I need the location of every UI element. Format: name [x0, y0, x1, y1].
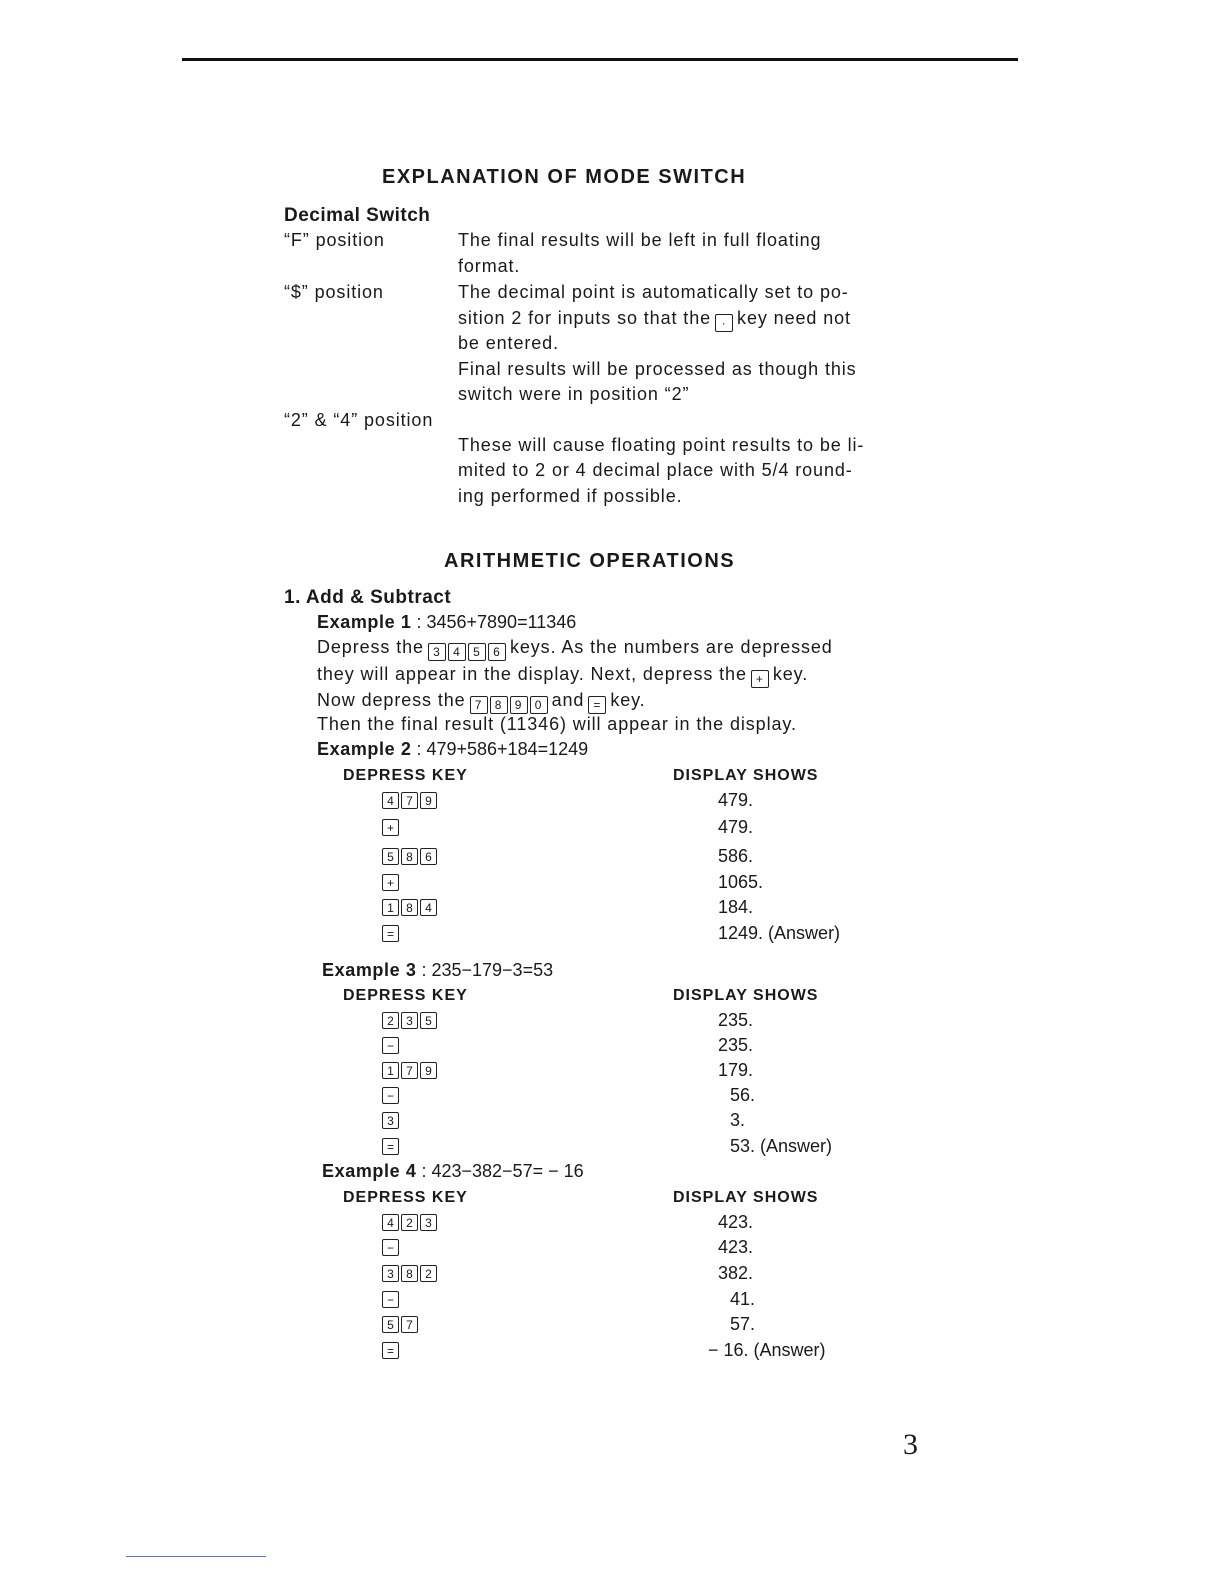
digit-7-key-icon: 7 — [401, 1316, 418, 1333]
minus-key-icon: − — [382, 1239, 399, 1256]
two-four-position-label: “2” & “4” position — [284, 410, 434, 430]
plus-key-icon: + — [382, 874, 399, 891]
plus-key-icon: + — [751, 670, 769, 688]
mode-switch-title: EXPLANATION OF MODE SWITCH — [382, 166, 747, 188]
display-shows-cell: 479. — [718, 817, 754, 837]
add-subtract-heading: 1. Add & Subtract — [284, 587, 452, 608]
display-shows-header: DISPLAY SHOWS — [673, 987, 819, 1004]
depress-key-cell — [382, 819, 399, 836]
display-shows-header: DISPLAY SHOWS — [673, 1189, 819, 1206]
digit-4-key-icon: 4 — [382, 792, 399, 809]
depress-key-header: DEPRESS KEY — [343, 767, 468, 784]
plus-key-icon: + — [382, 819, 399, 836]
minus-key-icon: − — [382, 1037, 399, 1054]
display-shows-cell: 184. — [718, 897, 754, 917]
digit-2-key-icon: 2 — [420, 1265, 437, 1282]
equals-key-icon: = — [382, 925, 399, 942]
f-position-line: The final results will be left in full floating — [458, 230, 822, 250]
f-position-label: “F” position — [284, 230, 385, 250]
display-shows-cell: 586. — [718, 846, 754, 866]
digit-3-key-icon: 3 — [382, 1112, 399, 1129]
minus-key-icon: − — [382, 1291, 399, 1308]
example-1-line: Then the final result (11346) will appear in the display. — [317, 714, 797, 734]
digit-4-key-icon: 4 — [382, 1214, 399, 1231]
page-number: 3 — [903, 1428, 918, 1461]
digit-8-key-icon: 8 — [401, 899, 418, 916]
display-shows-cell: 382. — [718, 1263, 754, 1283]
digit-5-key-icon: 5 — [468, 643, 486, 661]
example-1-keys-7890 — [470, 696, 548, 714]
depress-key-header: DEPRESS KEY — [343, 987, 468, 1004]
decimal-switch-subtitle: Decimal Switch — [284, 205, 431, 226]
depress-key-cell — [382, 1012, 437, 1029]
example-1-line: Now depress the 7 8 9 0 and = key. — [317, 690, 646, 712]
dollar-position-line: switch were in position “2” — [458, 384, 690, 404]
digit-9-key-icon: 9 — [510, 696, 528, 714]
display-shows-header: DISPLAY SHOWS — [673, 767, 819, 784]
digit-7-key-icon: 7 — [470, 696, 488, 714]
digit-5-key-icon: 5 — [382, 848, 399, 865]
depress-key-cell — [382, 1291, 399, 1308]
dollar-position-label: “$” position — [284, 282, 384, 302]
minus-key-icon: − — [382, 1087, 399, 1104]
digit-8-key-icon: 8 — [401, 1265, 418, 1282]
equals-key-icon: = — [382, 1342, 399, 1359]
top-rule — [182, 58, 1018, 61]
digit-3-key-icon: 3 — [401, 1012, 418, 1029]
display-shows-cell: 423. — [718, 1237, 754, 1257]
display-shows-cell: 1065. — [718, 872, 764, 892]
depress-key-cell — [382, 1239, 399, 1256]
display-shows-cell: 235. — [718, 1035, 754, 1055]
depress-key-cell — [382, 1062, 437, 1079]
display-shows-cell: 3. — [730, 1110, 746, 1130]
example-1-line: they will appear in the display. Next, depress the + key. — [317, 664, 809, 686]
digit-3-key-icon: 3 — [420, 1214, 437, 1231]
display-shows-cell: 41. — [730, 1289, 756, 1309]
depress-key-cell — [382, 1342, 399, 1359]
two-four-position-line: mited to 2 or 4 decimal place with 5/4 round- — [458, 460, 853, 480]
digit-8-key-icon: 8 — [490, 696, 508, 714]
digit-4-key-icon: 4 — [420, 899, 437, 916]
decimal-point-key-icon: · — [715, 314, 733, 332]
digit-5-key-icon: 5 — [382, 1316, 399, 1333]
bottom-rule — [126, 1556, 266, 1557]
digit-6-key-icon: 6 — [420, 848, 437, 865]
depress-key-cell — [382, 1138, 399, 1155]
digit-9-key-icon: 9 — [420, 792, 437, 809]
example-2-heading: Example 2 : 479+586+184=1249 — [317, 739, 589, 759]
display-shows-cell: − 16. (Answer) — [708, 1340, 826, 1360]
depress-key-cell — [382, 1087, 399, 1104]
depress-key-cell — [382, 1037, 399, 1054]
digit-2-key-icon: 2 — [382, 1012, 399, 1029]
depress-key-cell — [382, 1112, 399, 1129]
digit-3-key-icon: 3 — [382, 1265, 399, 1282]
digit-1-key-icon: 1 — [382, 1062, 399, 1079]
display-shows-cell: 56. — [730, 1085, 756, 1105]
two-four-position-line: These will cause floating point results to be li- — [458, 435, 865, 455]
example-1-line: Depress the 3 4 5 6 keys. As the numbers are depressed — [317, 637, 833, 659]
depress-key-cell — [382, 925, 399, 942]
f-position-line: format. — [458, 256, 521, 276]
example-3-heading: Example 3 : 235−179−3=53 — [322, 960, 554, 980]
dollar-position-line: Final results will be processed as though this — [458, 359, 857, 379]
depress-key-cell — [382, 792, 437, 809]
depress-key-cell — [382, 899, 437, 916]
dollar-position-line: be entered. — [458, 333, 559, 353]
digit-6-key-icon: 6 — [488, 643, 506, 661]
display-shows-cell: 53. (Answer) — [730, 1136, 833, 1156]
display-shows-cell: 235. — [718, 1010, 754, 1030]
display-shows-cell: 179. — [718, 1060, 754, 1080]
digit-5-key-icon: 5 — [420, 1012, 437, 1029]
dollar-position-line: sition 2 for inputs so that the · key need not — [458, 308, 851, 330]
digit-0-key-icon: 0 — [530, 696, 548, 714]
digit-8-key-icon: 8 — [401, 848, 418, 865]
example-1-heading: Example 1 : 3456+7890=11346 — [317, 612, 577, 632]
depress-key-cell — [382, 1265, 437, 1282]
dollar-position-line: The decimal point is automatically set to po- — [458, 282, 849, 302]
arithmetic-title: ARITHMETIC OPERATIONS — [444, 550, 736, 572]
display-shows-cell: 1249. (Answer) — [718, 923, 841, 943]
example-1-keys-3456 — [428, 643, 506, 661]
display-shows-cell: 479. — [718, 790, 754, 810]
equals-key-icon: = — [382, 1138, 399, 1155]
digit-7-key-icon: 7 — [401, 1062, 418, 1079]
digit-9-key-icon: 9 — [420, 1062, 437, 1079]
two-four-position-line: ing performed if possible. — [458, 486, 683, 506]
depress-key-cell — [382, 874, 399, 891]
digit-1-key-icon: 1 — [382, 899, 399, 916]
display-shows-cell: 423. — [718, 1212, 754, 1232]
digit-3-key-icon: 3 — [428, 643, 446, 661]
digit-4-key-icon: 4 — [448, 643, 466, 661]
depress-key-cell — [382, 848, 437, 865]
depress-key-header: DEPRESS KEY — [343, 1189, 468, 1206]
digit-2-key-icon: 2 — [401, 1214, 418, 1231]
equals-key-icon: = — [588, 696, 606, 714]
example-4-heading: Example 4 : 423−382−57= − 16 — [322, 1161, 584, 1181]
digit-7-key-icon: 7 — [401, 792, 418, 809]
depress-key-cell — [382, 1214, 437, 1231]
depress-key-cell — [382, 1316, 418, 1333]
display-shows-cell: 57. — [730, 1314, 756, 1334]
